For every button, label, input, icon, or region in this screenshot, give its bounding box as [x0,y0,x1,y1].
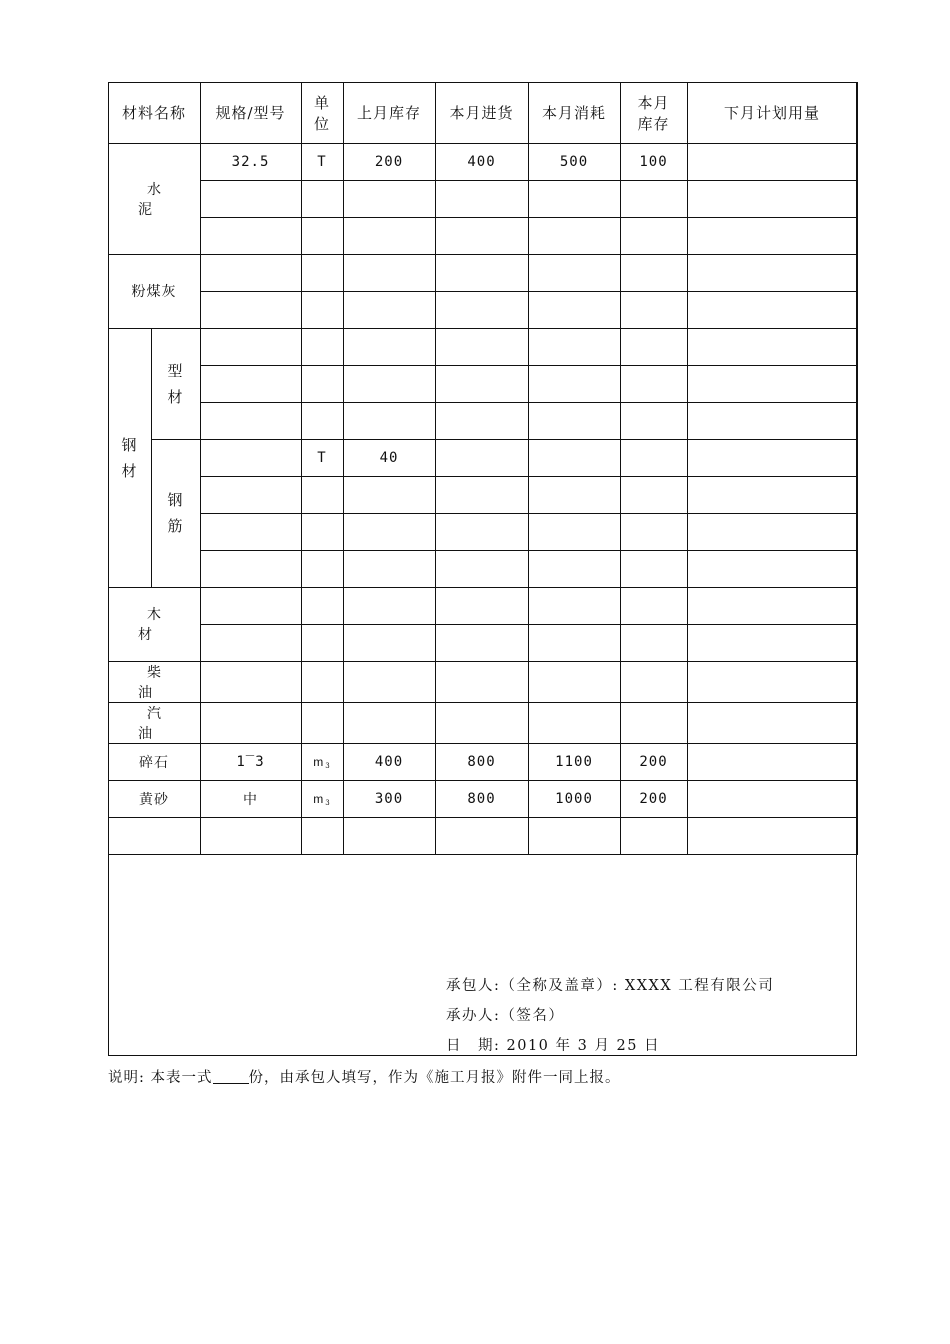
header-this-month-use: 本月消耗 [528,82,620,143]
footnote [108,1066,621,1087]
material-rebar: 钢 筋 [151,439,200,587]
header-last-month-stock: 上月库存 [343,82,435,143]
material-flyash: 粉煤灰 [108,254,200,328]
table-row [108,817,857,854]
gravel-use: 1100 [528,743,620,780]
table-row [108,513,857,550]
table-row [108,587,857,624]
table-row [108,365,857,402]
date-line: 日 期: 2010 年 3 月 25 日 [446,1038,661,1054]
sand-last: 300 [343,780,435,817]
cement-use: 500 [528,143,620,180]
material-sand: 黄砂 [108,780,200,817]
cement-plan [687,143,857,180]
header-this-month-in: 本月进货 [435,82,528,143]
material-section-steel: 型 材 [151,328,200,439]
handler-line: 承办人:（签名） [446,1008,565,1024]
footnote-after: 份，由承包人填写，作为《施工月报》附件一同上报。 [248,1070,621,1086]
sand-stock: 200 [620,780,687,817]
rebar-last: 40 [343,439,435,476]
table-row [108,780,857,817]
table-row [108,328,857,365]
material-report-form [108,82,857,1056]
copies-blank [213,1069,249,1084]
table-row [108,254,857,291]
sand-spec: 中 [200,780,301,817]
table-row [108,143,857,180]
table-row [108,624,857,661]
cement-last: 200 [343,143,435,180]
header-material-name: 材料名称 [108,82,200,143]
rebar-unit: T [301,439,343,476]
table-row [108,291,857,328]
header-next-month-plan: 下月计划用量 [687,82,857,143]
material-gasoline: 汽 油 [108,702,200,743]
table-row [108,180,857,217]
header-spec: 规格/型号 [200,82,301,143]
header-row [108,82,857,143]
material-gravel: 碎石 [108,743,200,780]
sand-in: 800 [435,780,528,817]
contractor-line: 承包人:（全称及盖章）: XXXX 工程有限公司 [446,978,775,994]
sand-use: 1000 [528,780,620,817]
header-unit: 单 位 [301,82,343,143]
table-row [108,402,857,439]
table-row [108,476,857,513]
material-steel: 钢 材 [108,328,151,587]
gravel-unit: $m^3$ [301,743,343,780]
table-row [108,702,857,743]
table-row [108,217,857,254]
table-row [108,550,857,587]
gravel-stock: 200 [620,743,687,780]
gravel-in: 800 [435,743,528,780]
material-table [108,82,858,855]
cement-spec: 32.5 [200,143,301,180]
table-row [108,743,857,780]
table-row [108,439,857,476]
cement-stock: 100 [620,143,687,180]
gravel-last: 400 [343,743,435,780]
cement-unit: T [301,143,343,180]
material-diesel: 柴 油 [108,661,200,702]
footnote-before: 说明: 本表一式 [108,1070,213,1086]
cement-in: 400 [435,143,528,180]
material-wood: 木 材 [108,587,200,661]
gravel-spec: 1‾3 [200,743,301,780]
sand-unit: $m^3$ [301,780,343,817]
material-cement: 水 泥 [108,143,200,254]
table-row [108,661,857,702]
header-this-month-stock: 本月 库存 [620,82,687,143]
